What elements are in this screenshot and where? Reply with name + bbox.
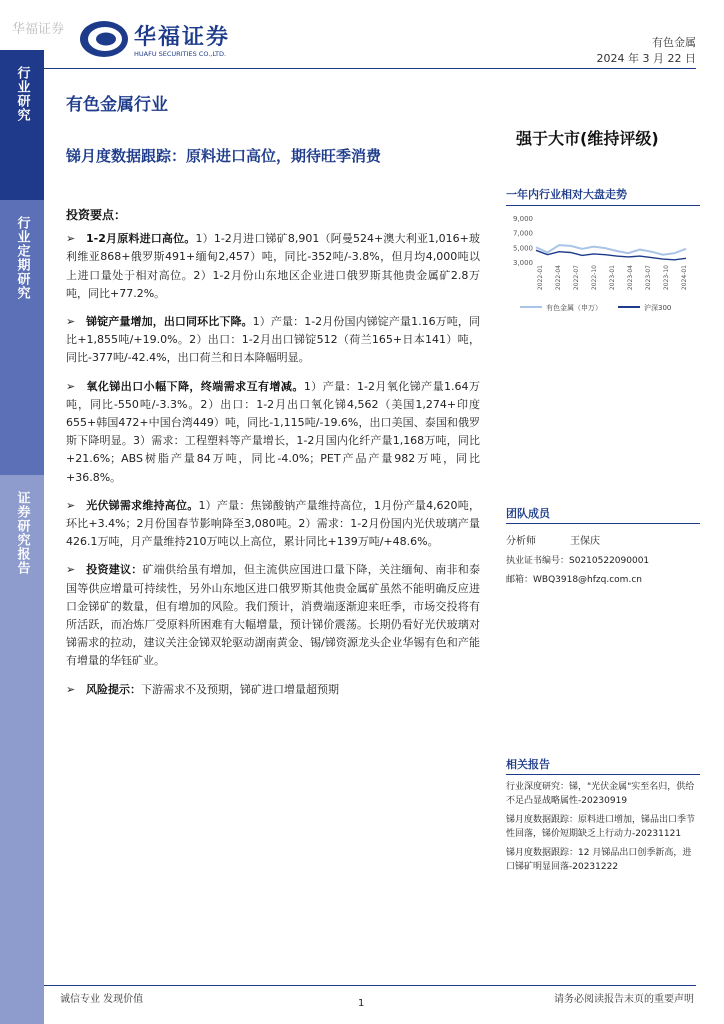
bullet-1-head: 1-2月原料进口高位。 [86,232,196,246]
series-line-1 [536,245,686,255]
bullet-4-head: 光伏锑需求维持高位。 [86,498,199,512]
x-tick-label: 2022-07 [573,265,580,291]
x-tick-label: 2022-01 [537,265,544,291]
bullet-2 [66,313,480,368]
related-report-2[interactable]: 锑月度数据跟踪：原料进口增加，锑品出口季节性回落，锑价短期缺乏上行动力-20231121 [506,815,696,839]
bullet-3-head: 氧化锑出口小幅下降，终端需求互有增减。 [86,379,304,393]
report-title: 锑月度数据跟踪：原料进口高位，期待旺季消费 [66,147,382,165]
arrow-bullet-icon: ➢ [66,563,76,577]
sidebar-block-periodic [0,200,44,475]
bullet-5-body: 矿端供给虽有增加，但主流供应国进口量下降，关注缅甸、南非和泰国等供应增量可持续性，另外山东地区进口俄罗斯其他贵金属矿虽然不能明确反应进口金锑矿的数量，但有增加的风险。我们预计，消费端逐渐迎来旺季，市场交投将有所活跃，而冶炼厂受原料所困难有大幅增量，预计锑价震荡。长期仍看好光伏玻璃对锑需求的拉动，建议关注金锑双轮驱动湖南黄金、锡/锑资源龙头企业华锡有色和产能有增量的华钰矿业。 [66,563,481,668]
logo-text-en: HUAFU SECURITIES CO.,LTD. [134,50,227,58]
bullet-5 [66,561,480,670]
header-date: 2024 年 3 月 22 日 [596,52,696,65]
related-reports [506,756,700,874]
related-report-1[interactable]: 行业深度研究：锑，"光伏金属"实至名归，供给不足凸显战略属性-20230919 [506,782,695,806]
company-logo [78,16,278,64]
sidebar-block-report [0,475,44,1024]
footer-slogan: 诚信专业 发现价值 [60,994,144,1005]
legend-label-1: 有色金属（申万） [546,304,602,312]
team-section [506,505,700,585]
chart-title: 一年内行业相对大盘走势 [506,186,700,206]
bullet-6-body: 下游需求不及预期，锑矿进口增量超预期 [141,682,339,696]
trend-chart [506,186,700,316]
sidebar-block-industry [0,50,44,200]
x-tick-label: 2023-10 [663,265,670,291]
analyst-row [506,532,700,547]
related-report-3[interactable]: 锑月度数据跟踪：12 月锑品出口创季新高，进口锑矿明显回落-20231222 [506,848,692,872]
bullet-5-head: 投资建议： [86,563,143,577]
sidebar-label-3: 证券研究报告 [14,491,30,575]
y-tick-label: 3,000 [512,259,533,267]
x-tick-label: 2023-04 [627,265,634,291]
analyst-email[interactable]: 邮箱：WBQ3918@hfzq.com.cn [506,575,642,585]
y-tick-label: 5,000 [512,244,533,253]
arrow-bullet-icon: ➢ [66,379,76,393]
key-points-label: 投资要点： [66,208,127,222]
x-tick-label: 2023-01 [609,265,616,291]
bullet-3 [66,378,480,487]
sidebar-label-1: 行业研究 [14,66,30,122]
bullet-4-body: 1）产量：焦锑酸钠产量维持高位，1月份产量4,620吨，环比+3.4%；2月份国春节影响降至3,080吨。2）需求：1-2月份国内光伏玻璃产量426.1万吨，月产量维持210万吨以上高位，累计同比+139万吨/+48.6%。 [66,498,480,549]
bullet-1-body: 1）1-2月进口锑矿8,901（阿曼524+澳大利亚1,016+玻利维亚868+俄罗斯491+缅甸2,457）吨，同比-352吨/-3.8%，但月均4,000吨以上进口量处于相对高位。2）1-2月份山东地区企业进口俄罗斯其他贵金属矿2.8万吨，同比+77.2%。 [66,232,481,300]
arrow-bullet-icon: ➢ [66,232,76,246]
y-tick-label: 9,000 [512,215,533,223]
x-tick-label: 2024-01 [681,265,688,291]
page-number: 1 [358,998,365,1009]
bullet-1 [66,230,480,303]
footer-divider [44,985,696,986]
footer-disclaimer: 请务必阅读报告末页的重要声明 [554,994,694,1005]
analyst-name: 王保庆 [570,536,600,547]
bullet-4 [66,497,480,552]
related-title: 相关报告 [506,756,700,775]
chart-plot [506,212,700,317]
arrow-bullet-icon: ➢ [66,498,76,512]
y-tick-label: 7,000 [512,229,533,238]
key-points [66,206,480,709]
header-divider [44,68,696,69]
x-tick-label: 2022-10 [591,265,598,291]
bullet-6 [66,681,480,699]
team-title: 团队成员 [506,505,700,524]
sidebar-label-2: 行业定期研究 [14,216,30,300]
analyst-role: 分析师 [506,536,536,547]
bullet-3-body: 1）产量：1-2月氧化锑产量1.64万吨，同比-550吨/-3.3%。2）出口：1-2月出口氧化锑4,562（美国1,274+印度655+韩国472+中国台湾449）吨，同比-1,115吨/-19.6%，出口美国、泰国和俄罗斯下降明显。3）需求：工程塑料等产量增长，1-2月国内化纤产量1,168万吨，同比+21.6%；ABS树脂产量84万吨，同比-4.0%；PET产品产量982万吨，同比+36.8%。 [66,379,480,484]
legend-label-2: 沪深300 [644,304,672,312]
rating-label: 强于大市(维持评级) [516,129,659,148]
bullet-2-body: 1）产量：1-2月份国内锑锭产量1.16万吨，同比+1,855吨/+19.0%。2）出口：1-2月出口锑锭512（荷兰165+日本141）吨，同比-377吨/-42.4%，出口荷兰和日本降幅明显。 [66,315,480,365]
header-category: 有色金属 [652,36,696,49]
x-tick-label: 2023-07 [645,265,652,291]
bullet-6-head: 风险提示： [86,682,141,696]
logo-emblem-icon [78,16,130,62]
arrow-bullet-icon: ➢ [66,315,76,329]
analyst-cert: 执业证书编号：S0210522090001 [506,556,650,566]
logo-text-cn: 华福证券 [134,25,231,50]
industry-heading: 有色金属行业 [66,95,168,115]
arrow-bullet-icon: ➢ [66,682,76,696]
watermark: 华福证券 [12,22,65,37]
x-tick-label: 2022-04 [555,265,562,291]
bullet-2-head: 锑锭产量增加，出口同环比下降。 [86,315,253,329]
